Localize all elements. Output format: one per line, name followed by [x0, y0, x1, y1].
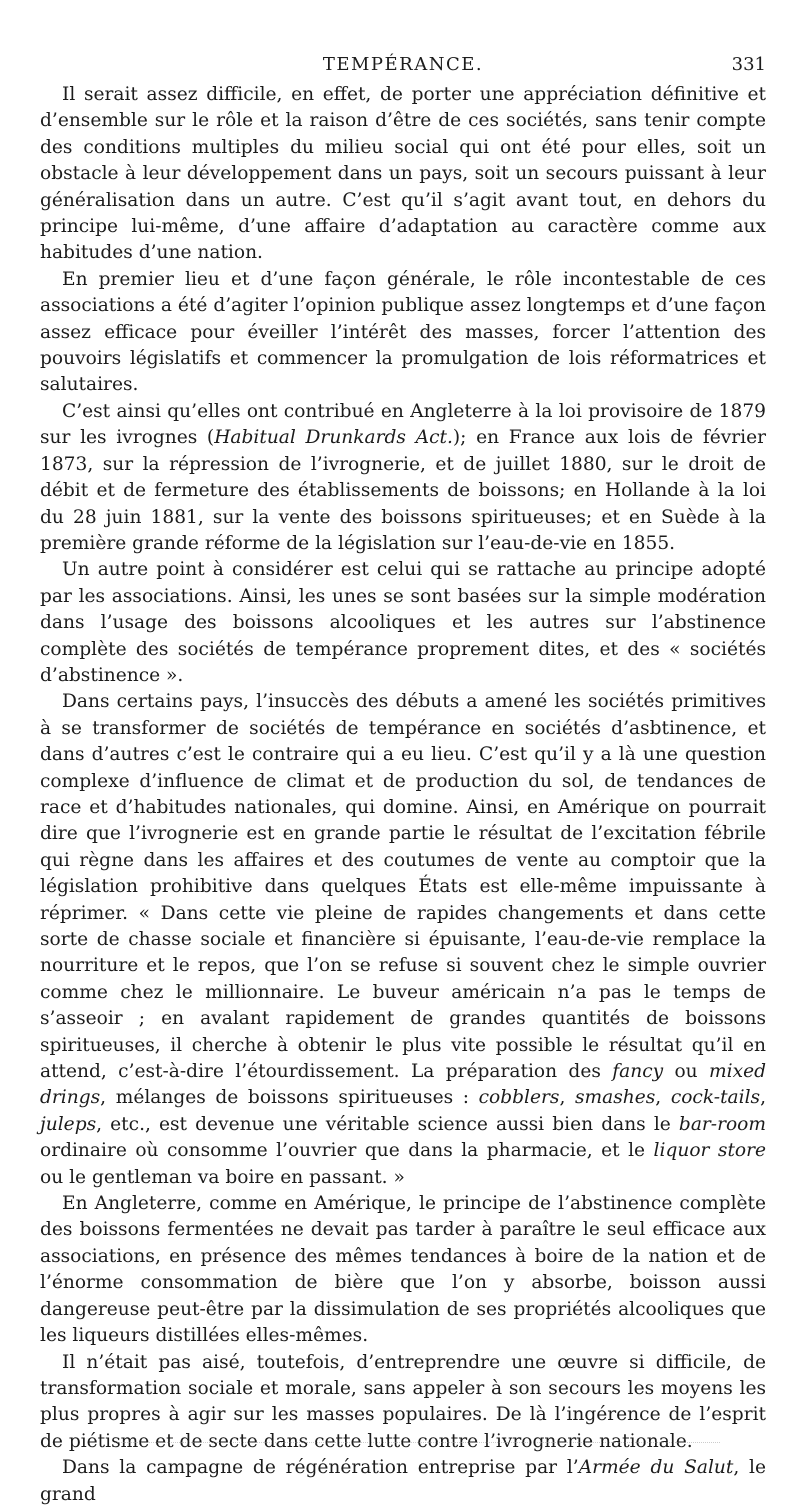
italic-term: liquor store: [653, 1140, 767, 1162]
paragraph: [40, 557, 766, 689]
text-run: ordinaire où consomme l’ouvrier que dans la pharmacie, et le: [40, 1140, 654, 1162]
paragraph: [40, 399, 766, 557]
text-run: ); en France aux lois de février 1873, sur la répression de l’ivrognerie, et de juillet 1880, sur le droit de débit et de fermeture des établissements de boissons; en Hollande à la loi du 28 juin 1881, sur la vente des boissons spiritueuses; et en Suède à la première grande réforme de la législation sur l’eau-de-vie en 1855.: [40, 427, 766, 554]
text-run: , le grand: [40, 1457, 766, 1505]
text-run: Il serait assez difficile, en effet, de porter une appréciation définitive et d’ensemble sur le rôle et la raison d’être de ces sociétés, sans tenir compte des conditions multiples du milieu social qui ont été pour elles, soit un obstacle à leur développement dans un pays, soit un secours puissant à leur généralisation dans un autre. C’est qu’il s’agit avant tout, en dehors du principe lui-même, d’une affaire d’adaptation au caractère comme aux habitudes d’une nation.: [40, 84, 766, 264]
italic-term: bar-room: [678, 1113, 766, 1135]
text-run: ,: [559, 1087, 575, 1109]
text-run: , etc., est devenue une véritable science aussi bien dans le: [96, 1113, 679, 1135]
italic-term: mixed drings: [40, 1061, 766, 1109]
italic-term: fancy: [612, 1061, 664, 1083]
paragraph: [40, 1191, 766, 1349]
text-run: ,: [655, 1087, 671, 1109]
italic-term: Habitual Drunkards Act.: [214, 427, 453, 449]
italic-term: smashes: [574, 1087, 656, 1109]
text-run: Dans la campagne de régénération entreprise par l’: [62, 1457, 579, 1479]
paragraph: [40, 689, 766, 1191]
text-run: C’est ainsi qu’elles ont contribué en Angleterre à la loi provisoire de 1879 sur les ivrognes (: [40, 400, 766, 449]
text-run: Dans certains pays, l’insuccès des débuts a amené les sociétés primitives à se transformer de sociétés de tempérance en sociétés d’asbtinence, et dans d’autres c’est le contraire qui a eu lieu. C’est qu’il y a là une question complexe d’influence de climat et de production du sol, de tendances de race et d’habitudes nationales, qui domine. Ainsi, en Amérique on pourrait dire que l’ivrognerie est en grande partie le résultat de l’excitation fébrile qui règne dans les affaires et des coutumes de vente au comptoir que la législation prohibitive dans quelques États est elle-même impuissante à réprimer. « Dans cette vie pleine de rapides changements et dans cette sorte de chasse sociale et financière si épuisante, l’eau-de-vie remplace la nourriture et le repos, que l’on se refuse si souvent chez le simple ouvrier comme chez le millionnaire. Le buveur américain n’a pas le temps de s’asseoir ; en avalant rapidement de grandes quantités de boissons spiritueuses, il cherche à obtenir le plus vite possible le résultat qu’il en attend, c’est-à-dire l’étourdissement. La préparation des: [40, 691, 766, 1083]
page-number: 331: [731, 54, 766, 75]
text-run: En premier lieu et d’une façon générale, le rôle incontestable de ces associations a été d’agiter l’opinion publique assez longtemps et d’une façon assez efficace pour éveiller l’intérêt des masses, forcer l’attention des pouvoirs législatifs et commencer la promulgation de lois réformatrices et salutaires.: [40, 268, 766, 396]
body-text: [40, 82, 766, 1508]
paragraph: [40, 1455, 766, 1508]
running-head: TEMPÉRANCE.: [322, 54, 484, 75]
italic-term: cock-tails: [670, 1087, 761, 1109]
page-header: [40, 46, 766, 82]
scan-artifact-line: [115, 1440, 720, 1443]
paragraph: [40, 267, 766, 399]
text-run: ou le gentleman va boire en passant. »: [40, 1166, 405, 1188]
italic-term: juleps: [40, 1113, 97, 1135]
italic-term: cobblers: [478, 1087, 560, 1109]
text-run: En Angleterre, comme en Amérique, le principe de l’abstinence complète des boissons fermentées ne devait pas tarder à paraître le seul efficace aux associations, en présence des mêmes tendances à boire de la nation et de l’énorme consommation de bière que l’on y absorbe, boisson aussi dangereuse peut-être par la dissimulation de ses propriétés alcooliques que les liqueurs distillées elles-mêmes.: [40, 1193, 766, 1347]
paragraph: [40, 82, 766, 267]
text-run: , mélanges de boissons spiritueuses :: [100, 1087, 479, 1109]
text-run: ou: [663, 1061, 710, 1083]
italic-term: Armée du Salut: [578, 1457, 734, 1479]
text-run: Un autre point à considérer est celui qui se rattache au principe adopté par les associations. Ainsi, les unes se sont basées sur la simple modération dans l’usage des boissons alcooliques et les autres sur l’abstinence complète des sociétés de tempérance proprement dites, et des « sociétés d’abstinence ».: [40, 559, 766, 686]
text-run: Il n’était pas aisé, toutefois, d’entreprendre une œuvre si difficile, de transformation sociale et morale, sans appeler à son secours les moyens les plus propres à agir sur les masses populaires. De là l’ingérence de l’esprit de piétisme et de secte dans cette lutte contre l’ivrognerie nationale.: [40, 1351, 766, 1452]
text-run: ,: [760, 1087, 766, 1109]
